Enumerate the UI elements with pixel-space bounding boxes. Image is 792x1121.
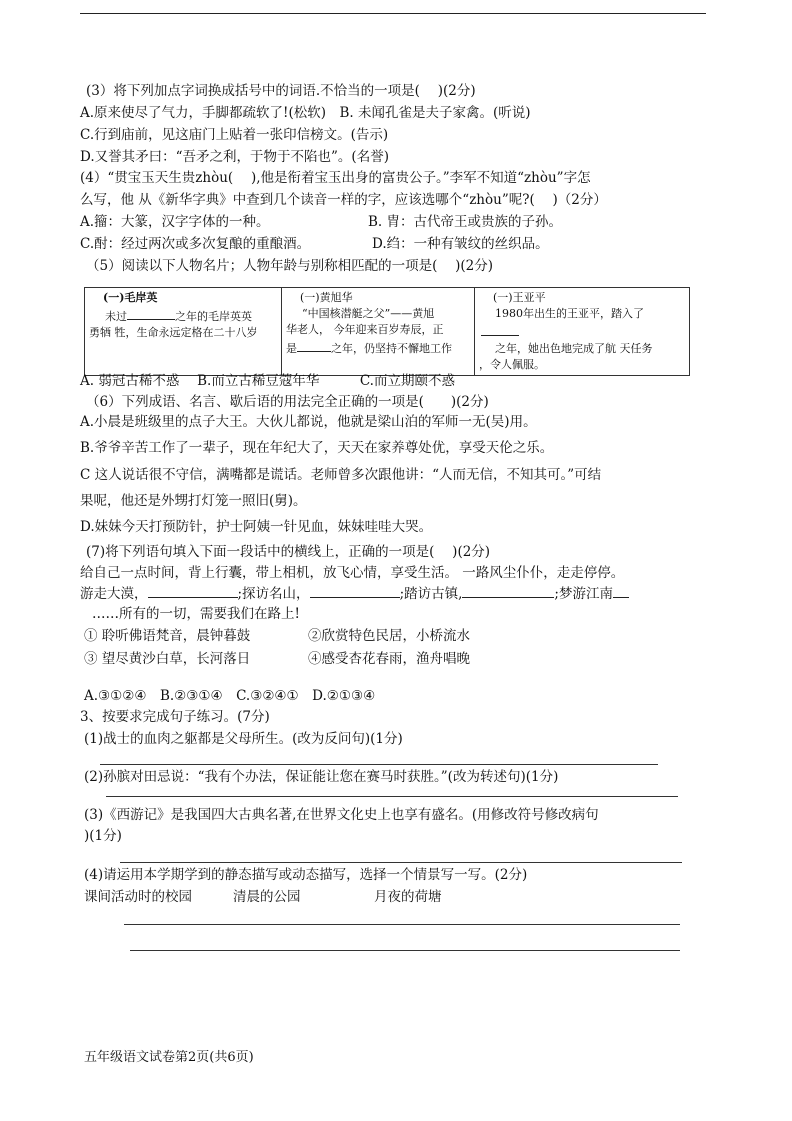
q3-option-c: C.行到庙前，见这庙门上贴着一张印信榜文。(告示) [80,127,389,143]
scene-lotus-pond: 月夜的荷塘 [374,889,442,905]
s3-item4: (4)请运用本学期学到的静态描写或动态描写，选择一个情景写一写。(2分) [84,867,528,883]
q7-stem: (7)将下列语句填入下面一段话中的横线上，正确的一项是( )(2分) [86,544,491,560]
card3-title: (一)王亚平 [493,291,546,304]
card-wang-yaping [475,288,690,376]
card3-line3: 之年，她出色地完成了航 天任务 [495,342,653,355]
card1-line2: 勇牺 牲，生命永远定格在二十八岁 [89,326,258,339]
q7-choice-1: ① 聆听佛语梵音，晨钟暮鼓 [84,628,251,644]
s3-item3-a: (3)《西游记》是我国四大古典名著,在世界文化史上也享有盛名。(用修改符号修改病句 [84,807,599,823]
q7-passage-1: 给自己一点时间，背上行囊，带上相机，放飞心情，享受生活。 一路风尘仆仆，走走停停。 [80,565,625,581]
card1-blank[interactable] [127,306,175,320]
q4-option-d: D.绉：一种有皱纹的丝织品。 [372,236,549,252]
q5-options: A. 弱冠古稀不惑 B.而立古稀豆蔻年华 C.而立期颐不惑 [80,373,455,389]
card2-title: (一)黄旭华 [300,291,353,304]
card-huang-xuhua [282,288,475,376]
q7-blank-4[interactable] [613,584,629,598]
card1-line1: 未过 之年的毛岸英英 [89,306,277,325]
scene-campus: 课间活动时的校园 [84,889,192,905]
scene-park: 清晨的公园 [233,889,301,905]
header-rule [80,13,706,14]
q3-option-ab: A.原来使尽了气力，手脚都疏软了!(松软) B. 未闻孔雀是夫子家禽。(听说) [80,105,531,121]
card1-title: (一)毛岸英 [103,291,158,304]
q6-option-d: D.妹妹今天打预防针，护士阿姨一针见血，妹妹哇哇大哭。 [80,519,433,535]
page-footer: 五年级语文试卷第2页(共6页) [84,1050,254,1065]
card2-line2: 华老人， 今年迎来百岁寿辰，正 [286,323,444,336]
s3-answer-line-1[interactable] [100,764,658,765]
q6-stem: （6）下列成语、名言、歇后语的用法完全正确的一项是( )(2分) [86,394,489,410]
person-cards-table [84,287,690,376]
card-mao-anying [85,288,282,376]
card2-blank[interactable] [297,338,331,352]
q4-option-a: A.籀：大篆，汉字字体的一种。 [80,214,270,230]
s3-answer-line-4[interactable] [124,924,680,925]
q3-stem: (3）将下列加点字词换成括号中的词语.不恰当的一项是( )(2分) [86,83,476,99]
card3-line2 [479,322,685,341]
s3-item3-b: )(1分) [84,828,122,844]
q7-blank-3[interactable] [462,584,554,598]
q5-stem: （5）阅读以下人物名片；人物年龄与别称相匹配的一项是( )(2分) [86,258,494,274]
section3-title: 3、按要求完成句子练习。(7分) [80,709,270,725]
q6-option-c-1: C 这人说话很不守信，满嘴都是谎话。老师曾多次跟他讲：“人而无信，不知其可。”可结 [80,467,602,483]
s3-item2: (2)孙膑对田忌说：“我有个办法，保证能让您在赛马时获胜。”(改为转述句)(1分) [84,769,559,785]
q3-option-d: D.又誉其矛曰：“吾矛之利，于物于不陷也”。(名誉) [80,149,389,165]
s3-answer-line-3[interactable] [120,862,682,863]
card2-line3: 是 之年，仍坚持不懈地工作 [286,338,470,357]
q7-options: A.③①②④ B.②③①④ C.③②④① D.②①③④ [84,688,376,704]
q4-option-c: C.酎：经过两次或多次复酿的重酿酒。 [80,236,311,252]
q6-option-b: B.爷爷辛苦工作了一辈子，现在年纪大了，天天在家养尊处优，享受天伦之乐。 [80,440,554,456]
q7-blank-2[interactable] [310,584,400,598]
q7-blank-1[interactable] [148,584,238,598]
q7-passage-2: 游走大漠， ;探访名山， ;踏访古镇, ;梦游江南 [80,584,629,603]
s3-answer-line-2[interactable] [106,796,678,797]
card3-line4: ，令人佩服。 [479,358,545,371]
q7-passage-3: ……所有的一切，需要我们在路上! [92,606,300,622]
q7-choice-3: ③ 望尽黄沙白草，长河落日 [84,651,251,667]
card2-line1: “中国核潜艇之父”——黄旭 [302,307,435,320]
s3-answer-line-5[interactable] [130,950,680,951]
q6-option-a: A.小晨是班级里的点子大王。大伙儿都说，他就是梁山泊的军师一无(吴)用。 [80,414,537,430]
card3-line1: 1980年出生的王亚平，踏入了 [495,307,644,320]
q4-stem-2: 么写，他 从《新华字典》中查到几个读音一样的字，应该选哪个“zhòu”呢?( )（2分） [80,192,607,208]
q4-stem-1: (4）“贯宝玉天生贵zhòu( ),他是衔着宝玉出身的富贵公子。”李军不知道“zhòu”字怎 [80,170,591,186]
q4-option-b: B. 胄：古代帝王或贵族的子孙。 [368,214,563,230]
q7-choice-2: ②欣赏特色民居，小桥流水 [308,628,470,644]
q7-choice-4: ④感受杏花春雨，渔舟唱晚 [308,651,470,667]
q6-option-c-2: 果呢，他还是外甥打灯笼一照旧(舅)。 [80,493,307,509]
card3-blank[interactable] [481,322,519,336]
s3-item1: (1)战士的血肉之躯都是父母所生。(改为反问句)(1分) [84,731,403,747]
